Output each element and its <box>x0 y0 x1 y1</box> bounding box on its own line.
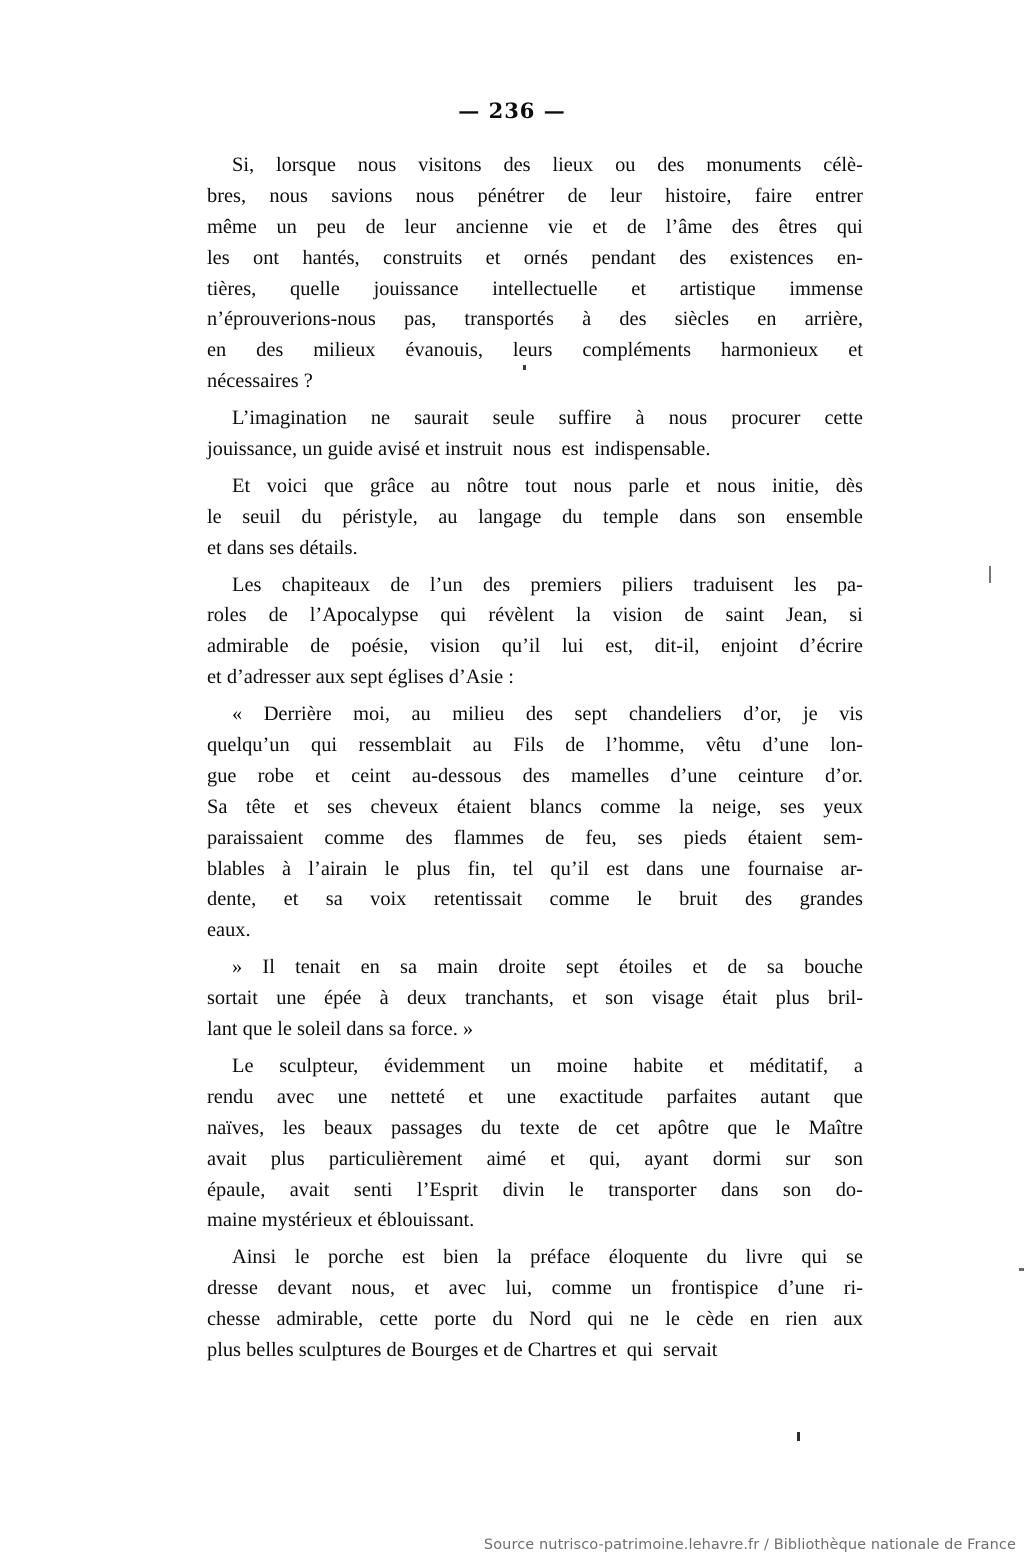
paragraph <box>207 1051 863 1236</box>
margin-tick-mark-lower <box>1019 1268 1024 1271</box>
text-line: dente, et sa voix retentissait comme le bruit des grandes <box>207 888 863 911</box>
text-line: chesse admirable, cette porte du Nord qui ne le cède en rien aux <box>207 1308 863 1331</box>
text-line: Le sculpteur, évidemment un moine habite et méditatif, a <box>232 1054 863 1077</box>
text-line: en des milieux évanouis, leurs compléments harmonieux et <box>207 339 863 362</box>
text-line: avait plus particulièrement aimé et qui, ayant dormi sur son <box>207 1147 863 1170</box>
text-line: et dans ses détails. <box>207 536 358 559</box>
text-line: et d’adresser aux sept églises d’Asie : <box>207 666 514 689</box>
body-text-block <box>207 150 863 1372</box>
page-folio: — 236 — <box>458 98 566 123</box>
text-line: blables à l’airain le plus fin, tel qu’il est dans une fournaise ar- <box>207 857 863 880</box>
text-line: épaule, avait senti l’Esprit divin le transporter dans son do- <box>207 1178 863 1201</box>
scan-speck-artifact <box>523 365 526 370</box>
text-line: les ont hantés, construits et ornés pendant des existences en- <box>207 246 863 269</box>
text-line: Sa tête et ses cheveux étaient blancs comme la neige, ses yeux <box>207 795 863 818</box>
text-line: quelqu’un qui ressemblait au Fils de l’homme, vêtu d’une lon- <box>207 734 863 757</box>
text-line: jouissance, un guide avisé et instruit nous est indispensable. <box>207 438 711 461</box>
paragraph <box>207 403 863 465</box>
text-line: n’éprouverions-nous pas, transportés à des siècles en arrière, <box>207 308 863 331</box>
margin-tick-mark-upper <box>989 566 991 583</box>
text-line: naïves, les beaux passages du texte de cet apôtre que le Maître <box>207 1116 863 1139</box>
text-line: Ainsi le porche est bien la préface éloquente du livre qui se <box>232 1246 863 1269</box>
text-line: eaux. <box>207 919 251 942</box>
text-line: » Il tenait en sa main droite sept étoiles et de sa bouche <box>232 956 863 979</box>
text-line: admirable de poésie, vision qu’il lui est, dit-il, enjoint d’écrire <box>207 635 863 658</box>
text-line: Les chapiteaux de l’un des premiers piliers traduisent les pa- <box>232 573 863 596</box>
scan-speck-artifact-bottom <box>797 1432 800 1441</box>
text-line: plus belles sculptures de Bourges et de Chartres et qui servait <box>207 1338 718 1361</box>
text-line: Et voici que grâce au nôtre tout nous parle et nous initie, dès <box>232 474 863 497</box>
text-line: paraissaient comme des flammes de feu, ses pieds étaient sem- <box>207 826 863 849</box>
text-line: « Derrière moi, au milieu des sept chandeliers d’or, je vis <box>232 703 863 726</box>
text-line: sortait une épée à deux tranchants, et son visage était plus bril- <box>207 987 863 1010</box>
paragraph <box>207 1242 863 1366</box>
paragraph <box>207 952 863 1045</box>
text-line: bres, nous savions nous pénétrer de leur histoire, faire entrer <box>207 184 863 207</box>
paragraph <box>207 471 863 564</box>
text-line: tières, quelle jouissance intellectuelle et artistique immense <box>207 277 863 300</box>
text-line: le seuil du péristyle, au langage du temple dans son ensemble <box>207 505 863 528</box>
paragraph <box>207 699 863 946</box>
text-line: nécessaires ? <box>207 370 313 393</box>
text-line: même un peu de leur ancienne vie et de l’âme des êtres qui <box>207 215 863 238</box>
text-line: rendu avec une netteté et une exactitude parfaites autant que <box>207 1085 863 1108</box>
text-line: maine mystérieux et éblouissant. <box>207 1209 475 1232</box>
text-line: roles de l’Apocalypse qui révèlent la vision de saint Jean, si <box>207 604 863 627</box>
text-line: L’imagination ne saurait seule suffire à nous procurer cette <box>232 407 863 430</box>
text-line: gue robe et ceint au-dessous des mamelles d’une ceinture d’or. <box>207 764 863 787</box>
source-credit: Source nutrisco-patrimoine.lehavre.fr / Bibliothèque nationale de France <box>483 1537 1016 1553</box>
text-line: Si, lorsque nous visitons des lieux ou des monuments célè- <box>232 154 863 176</box>
paragraph <box>207 570 863 694</box>
paragraph <box>207 150 863 397</box>
text-line: dresse devant nous, et avec lui, comme un frontispice d’une ri- <box>207 1277 863 1300</box>
text-line: lant que le soleil dans sa force. » <box>207 1018 474 1041</box>
